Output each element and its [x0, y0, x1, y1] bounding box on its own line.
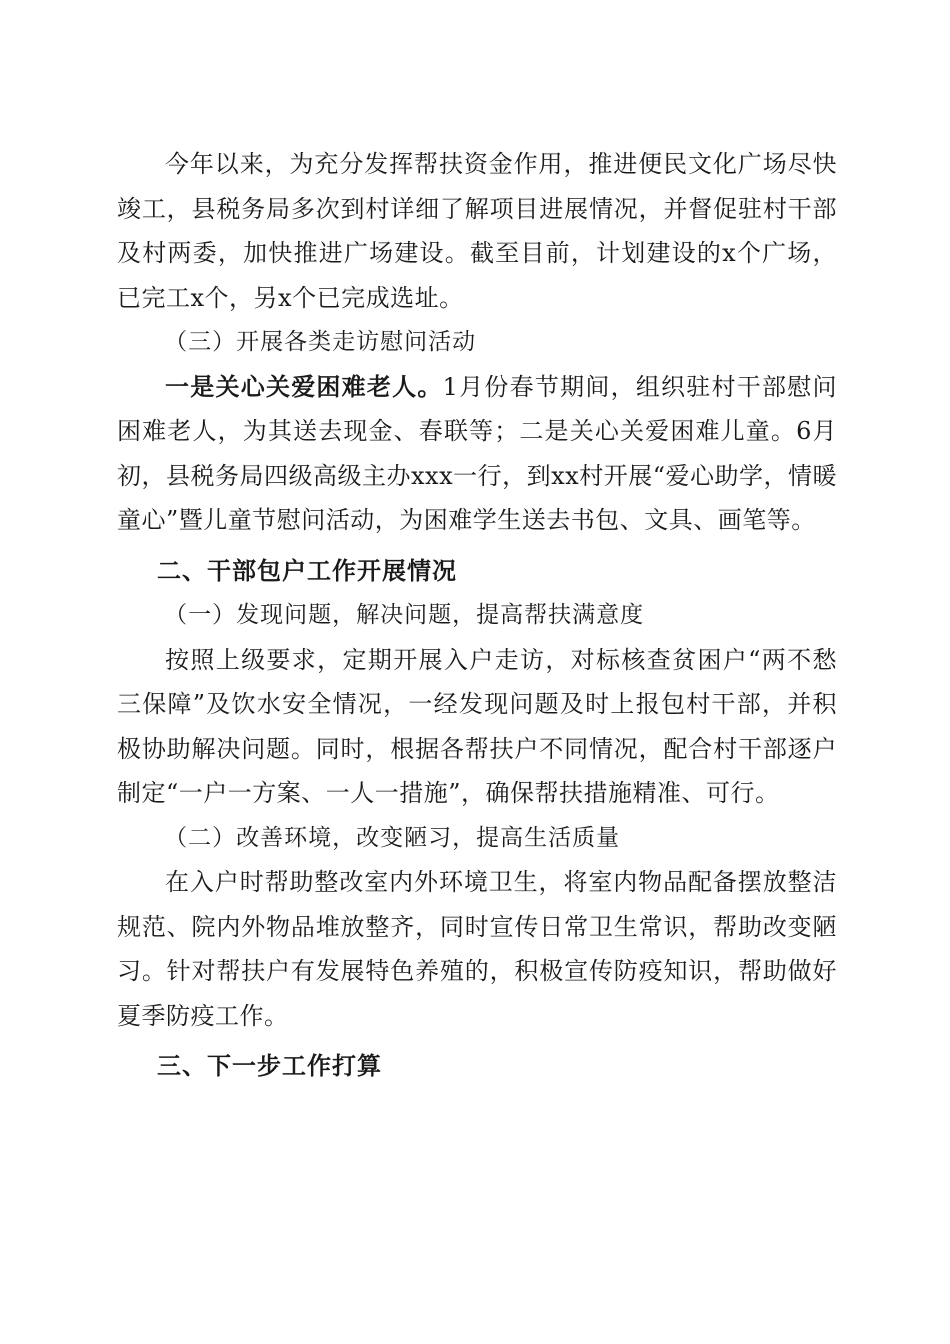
section-heading-next-steps: 三、下一步工作打算 — [157, 1052, 382, 1080]
paragraph-visits-body: 1月份春节期间，组织驻村干部慰问困难老人，为其送去现金、春联等；二是关心关爱困难儿童。6月初，县税务局四级高级主办xxx一行，到xx村开展“爱心助学，情暖童心”暨儿童节慰问活动，为困难学生送去书包、文具、画笔等。 — [117, 372, 837, 534]
section-heading-cadre-households: 二、干部包户工作开展情况 — [157, 556, 457, 585]
subheading-visits: （三）开展各类走访慰问活动 — [164, 329, 477, 355]
paragraph-plaza-construction: 今年以来，为充分发挥帮扶资金作用，推进便民文化广场尽快竣工，县税务局多次到村详细了解项目进展情况，并督促驻村干部及村两委，加快推进广场建设。截至目前，计划建设的x个广场，已完工x个，另x个已完成选址。 — [117, 150, 837, 312]
paragraph-visits — [117, 365, 837, 543]
paragraph-visits-lead: 一是关心关爱困难老人。 — [165, 372, 443, 401]
document-body — [117, 142, 837, 1089]
paragraph-household-visits: 按照上级要求，定期开展入户走访，对标核查贫困户“两不愁三保障”及饮水安全情况，一经发现问题及时上报包村干部，并积极协助解决问题。同时，根据各帮扶户不同情况，配合村干部逐户制定“一户一方案、一人一措施”，确保帮扶措施精准、可行。 — [117, 645, 837, 807]
paragraph-environment: 在入户时帮助整改室内外环境卫生，将室内物品配备摆放整洁规范、院内外物品堆放整齐，同时宣传日常卫生常识，帮助改变陋习。针对帮扶户有发展特色养殖的，积极宣传防疫知识，帮助做好夏季防疫工作。 — [117, 868, 837, 1030]
subheading-find-problems: （一）发现问题，解决问题，提高帮扶满意度 — [164, 602, 645, 628]
subheading-improve-environment: （二）改善环境，改变陋习，提高生活质量 — [164, 824, 621, 851]
